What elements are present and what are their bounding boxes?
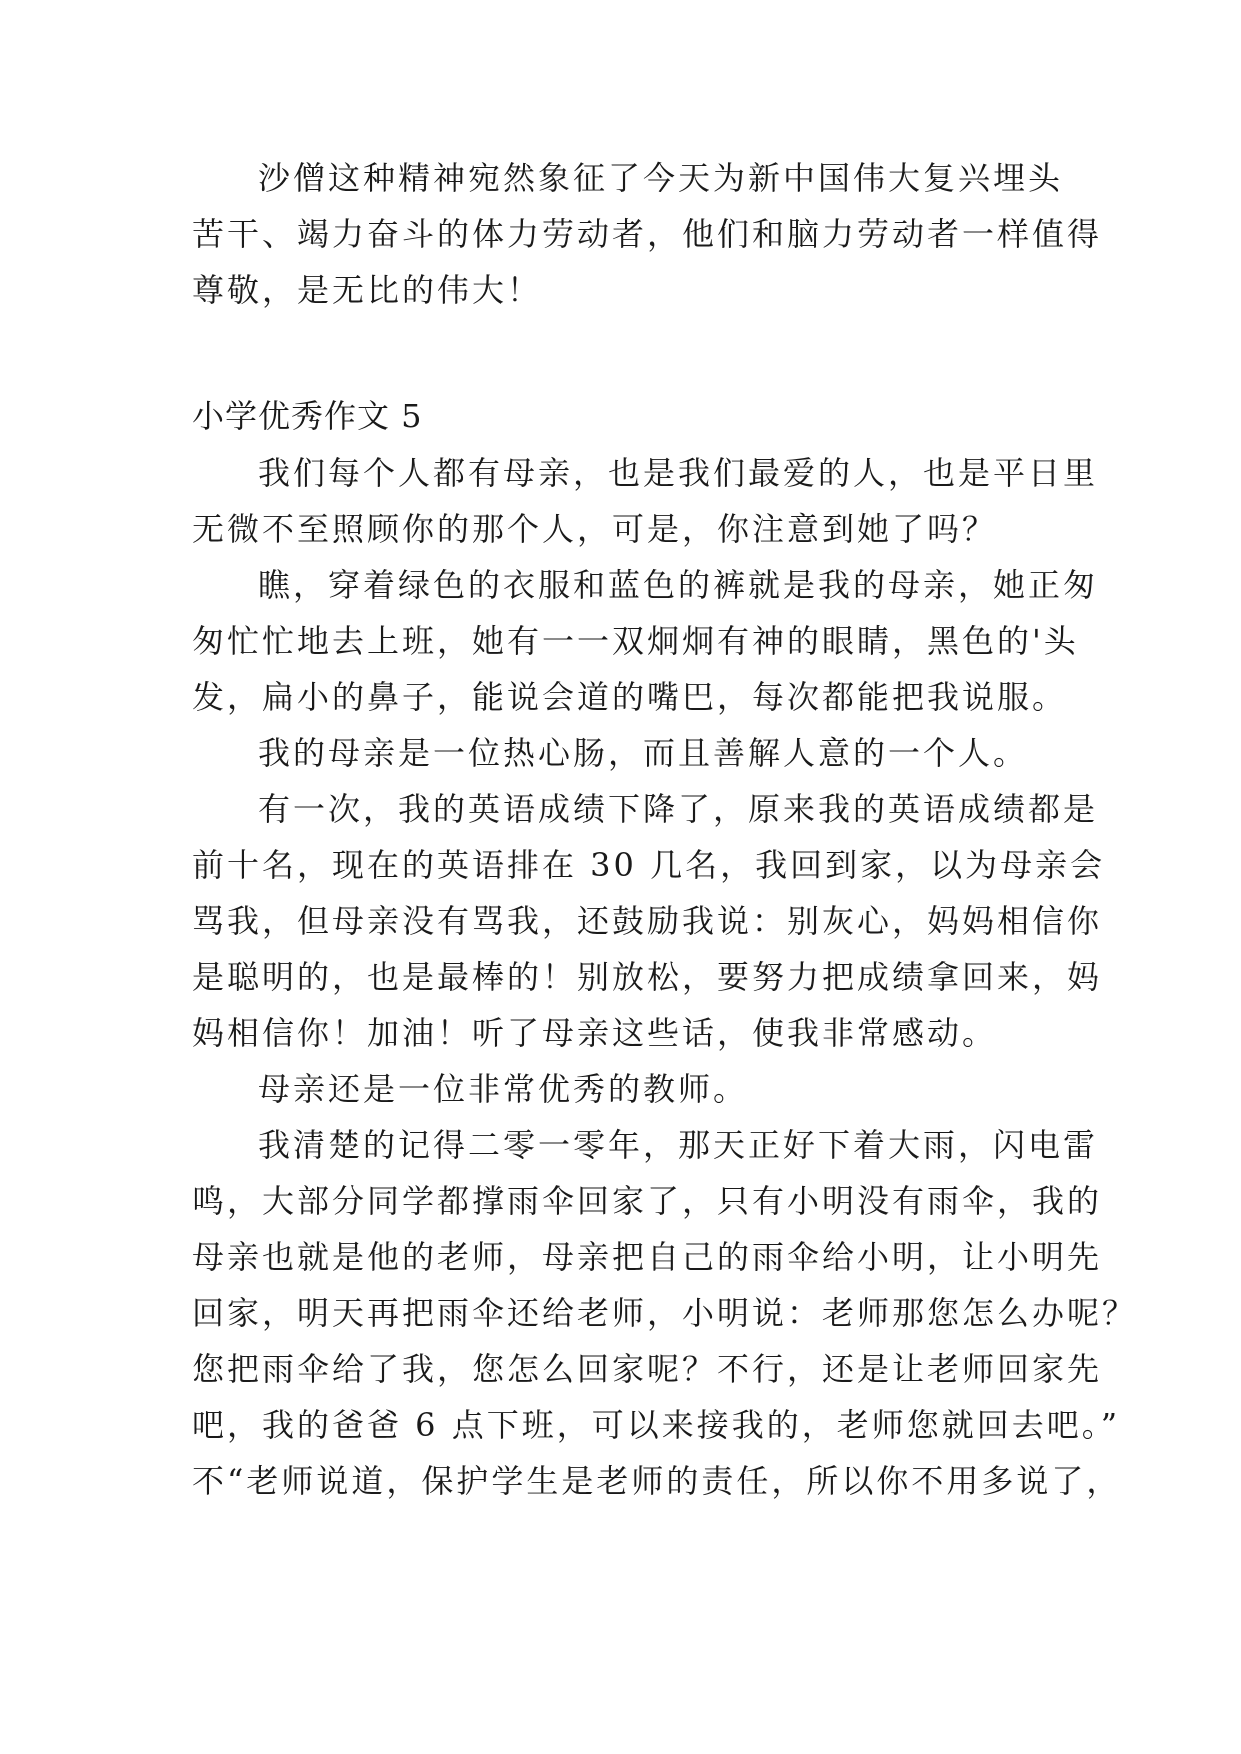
paragraph-line: 骂我，但母亲没有骂我，还鼓励我说：别灰心，妈妈相信你 bbox=[192, 902, 1103, 940]
paragraph-line: 我们每个人都有母亲，也是我们最爱的人，也是平日里 bbox=[258, 454, 1099, 492]
paragraph-line: 不“老师说道，保护学生是老师的责任，所以你不用多说了， bbox=[192, 1462, 1122, 1500]
paragraph-line: 母亲还是一位非常优秀的教师。 bbox=[258, 1070, 749, 1108]
paragraph-line: 匆忙忙地去上班，她有一一双炯炯有神的眼睛，黑色的'头 bbox=[192, 622, 1079, 660]
paragraph-line: 母亲也就是他的老师，母亲把自己的雨伞给小明，让小明先 bbox=[192, 1238, 1103, 1276]
paragraph-line: 尊敬，是无比的伟大！ bbox=[192, 271, 543, 309]
section-heading: 小学优秀作文 5 bbox=[192, 397, 423, 435]
paragraph-line: 妈相信你！加油！听了母亲这些话，使我非常感动。 bbox=[192, 1014, 998, 1052]
paragraph-line: 吧，我的爸爸 6 点下班，可以来接我的，老师您就回去吧。” bbox=[192, 1406, 1121, 1444]
paragraph-line: 我清楚的记得二零一零年，那天正好下着大雨，闪电雷 bbox=[258, 1126, 1099, 1164]
paragraph-line: 是聪明的，也是最棒的！别放松，要努力把成绩拿回来，妈 bbox=[192, 958, 1103, 996]
paragraph-line: 沙僧这种精神宛然象征了今天为新中国伟大复兴埋头 bbox=[258, 159, 1064, 197]
paragraph-line: 鸣，大部分同学都撑雨伞回家了，只有小明没有雨伞，我的 bbox=[192, 1182, 1103, 1220]
paragraph-line: 苦干、竭力奋斗的体力劳动者，他们和脑力劳动者一样值得 bbox=[192, 215, 1103, 253]
paragraph-line: 无微不至照顾你的那个人，可是，你注意到她了吗？ bbox=[192, 510, 998, 548]
paragraph-line: 发，扁小的鼻子，能说会道的嘴巴，每次都能把我说服。 bbox=[192, 678, 1068, 716]
paragraph-line: 回家，明天再把雨伞还给老师，小明说：老师那您怎么办呢？ bbox=[192, 1294, 1138, 1332]
paragraph-line: 您把雨伞给了我，您怎么回家呢？不行，还是让老师回家先 bbox=[192, 1350, 1103, 1388]
paragraph-line: 瞧，穿着绿色的衣服和蓝色的裤就是我的母亲，她正匆 bbox=[258, 566, 1099, 604]
paragraph-line: 我的母亲是一位热心肠，而且善解人意的一个人。 bbox=[258, 734, 1029, 772]
paragraph-line: 前十名，现在的英语排在 30 几名，我回到家，以为母亲会 bbox=[192, 846, 1106, 884]
paragraph-line: 有一次，我的英语成绩下降了，原来我的英语成绩都是 bbox=[258, 790, 1099, 828]
